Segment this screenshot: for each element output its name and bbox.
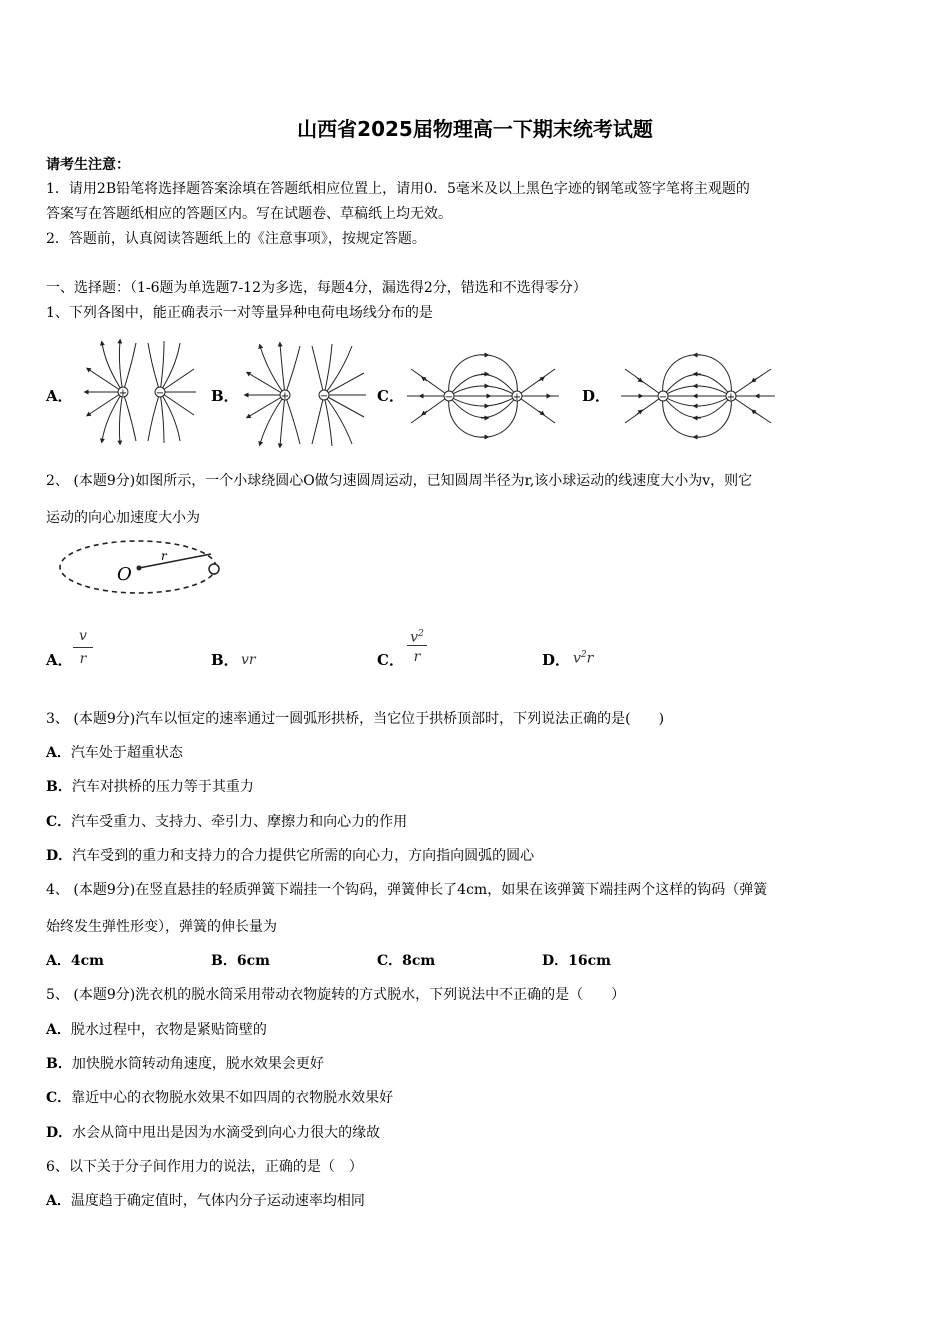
q3-stem: 3、 (本题9分)汽车以恒定的速率通过一圆弧形拱桥，当它位于拱桥顶部时，下列说法正确的是( ) [46, 711, 665, 727]
q3-option-a-label: A． [46, 745, 71, 761]
q2-stem-line2: 运动的向心加速度大小为 [46, 510, 200, 526]
q1c-minus-charge: − [444, 392, 454, 403]
q3-option-b-label: B． [46, 779, 72, 795]
q4-option-b-text: 6cm [236, 953, 270, 969]
q4-option-d-label: D． [542, 953, 569, 969]
q1-figure-d [617, 341, 779, 447]
q2-c-numerator: v [410, 629, 419, 646]
q2-a-numerator: v [79, 628, 87, 644]
q2-option-a-label: A． [46, 651, 73, 669]
q3-option-d-text: 汽车受到的重力和支持力的合力提供它所需的向心力，方向指向圆弧的圆心 [72, 848, 535, 864]
q4-option-c [377, 950, 435, 970]
q3-option-b-text: 汽车对拱桥的压力等于其重力 [71, 779, 254, 795]
q1-option-a-label: A． [46, 387, 73, 405]
q2-option-d-label: D． [542, 651, 571, 669]
q4-option-a-label: A． [46, 953, 71, 969]
q2-d-tail: r [586, 650, 594, 667]
q6-option-a-text: 温度趋于确定值时，气体内分子运动速率均相同 [70, 1193, 365, 1209]
q1-option-d-label: D． [582, 387, 611, 405]
q3-option-c-label: C． [46, 814, 72, 830]
q5-option-c-text: 靠近中心的衣物脱水效果不如四周的衣物脱水效果好 [71, 1090, 394, 1106]
q5-option-a-label: A． [46, 1022, 71, 1038]
q4-stem-line2: 始终发生弹性形变），弹簧的伸长量为 [46, 919, 277, 935]
q3-option-a-text: 汽车处于超重状态 [70, 745, 183, 761]
q3-option-d-label: D． [46, 848, 73, 864]
q5-option-b-label: B． [46, 1056, 72, 1072]
q6-option-a-label: A． [46, 1193, 71, 1209]
q5-option-c-label: C． [46, 1090, 72, 1106]
q1b-plus-charge: + [280, 391, 290, 402]
q1-figure-a [76, 337, 208, 445]
notice-item-1b: 答案写在答题纸相应的答题区内。写在试题卷、草稿纸上均无效。 [46, 206, 452, 222]
q2-option-d-formula [573, 650, 593, 667]
q4-option-c-text: 8cm [402, 953, 436, 969]
q4-option-b-label: B． [211, 953, 237, 969]
q4-option-c-label: C． [377, 953, 403, 969]
q1d-plus-charge: + [726, 392, 736, 403]
q2-option-c-label: C． [377, 651, 404, 669]
q4-option-d-text: 16cm [568, 953, 611, 969]
notice-item-2: 2．答题前，认真阅读答题纸上的《注意事项》，按规定答题。 [46, 231, 426, 247]
q4-option-a-text: 4cm [70, 953, 104, 969]
q2-stem-line1: 2、 (本题9分)如图所示，一个小球绕圆心O做匀速圆周运动，已知圆周半径为r,该小球运动的线速度大小为v，则它 [46, 473, 753, 489]
q3-option-a [46, 742, 183, 762]
q3-option-c [46, 811, 407, 831]
q2-d-exponent: 2 [580, 650, 587, 660]
q6-option-a [46, 1190, 365, 1210]
q5-option-d-label: D． [46, 1125, 73, 1141]
q5-option-b [46, 1053, 324, 1073]
section-heading: 一、选择题：（1-6题为单选题7-12为多选，每题4分，漏选得2分，错选和不选得零分） [46, 280, 587, 296]
q1-figure-b [238, 340, 376, 448]
q1d-minus-charge: − [658, 392, 668, 403]
q1c-plus-charge: + [512, 392, 522, 403]
q4-stem-line1: 4、 (本题9分)在竖直悬挂的轻质弹簧下端挂一个钩码，弹簧伸长了4cm，如果在该弹簧下端挂两个这样的钩码（弹簧 [46, 882, 768, 898]
q4-option-b [211, 950, 270, 970]
q5-option-d-text: 水会从筒中甩出是因为水滴受到向心力很大的缘故 [72, 1125, 381, 1141]
q4-option-a [46, 950, 104, 970]
q2-option-a-formula [71, 627, 95, 668]
q2-circle-figure [55, 538, 225, 600]
q5-option-b-text: 加快脱水筒转动角速度，脱水效果会更好 [71, 1056, 324, 1072]
q1-option-b-label: B． [211, 387, 239, 405]
q5-option-c [46, 1087, 393, 1107]
q3-option-d [46, 845, 534, 865]
notice-item-1a: 1．请用2B铅笔将选择题答案涂填在答题纸相应位置上，请用0．5毫米及以上黑色字迹的钢笔或签字笔将主观题的 [46, 181, 750, 197]
q2-d-base: v [573, 650, 581, 667]
q5-option-d [46, 1122, 380, 1142]
q2-option-b-label: B． [211, 651, 239, 669]
q2-center-label: O [117, 564, 132, 585]
q1a-plus-charge: + [118, 388, 128, 399]
q2-option-c-formula [405, 625, 429, 666]
q1b-minus-charge: − [319, 391, 329, 402]
q2-c-exponent: 2 [418, 629, 424, 639]
q5-stem: 5、 (本题9分)洗衣机的脱水筒采用带动衣物旋转的方式脱水，下列说法中不正确的是（ ） [46, 987, 626, 1003]
q4-option-d [542, 950, 611, 970]
q2-c-denominator: r [413, 649, 421, 665]
q2-a-denominator: r [79, 651, 87, 667]
q3-option-c-text: 汽车受重力、支持力、牵引力、摩擦力和向心力的作用 [71, 814, 408, 830]
page-title: 山西省2025届物理高一下期末统考试题 [297, 117, 653, 141]
q2-option-b-formula: vr [241, 652, 256, 668]
q1a-minus-charge: − [155, 388, 165, 399]
q5-option-a [46, 1019, 267, 1039]
q1-figure-c [403, 341, 563, 447]
notice-heading: 请考生注意： [46, 157, 130, 173]
q3-option-b [46, 776, 254, 796]
q2-radius-label: r [161, 549, 167, 563]
q5-option-a-text: 脱水过程中，衣物是紧贴筒壁的 [70, 1022, 267, 1038]
q1-option-c-label: C． [377, 387, 404, 405]
q6-stem: 6、以下关于分子间作用力的说法，正确的是（ ） [46, 1159, 363, 1175]
q1-stem: 1、下列各图中，能正确表示一对等量异种电荷电场线分布的是 [46, 305, 433, 321]
q2-ball [209, 564, 219, 574]
